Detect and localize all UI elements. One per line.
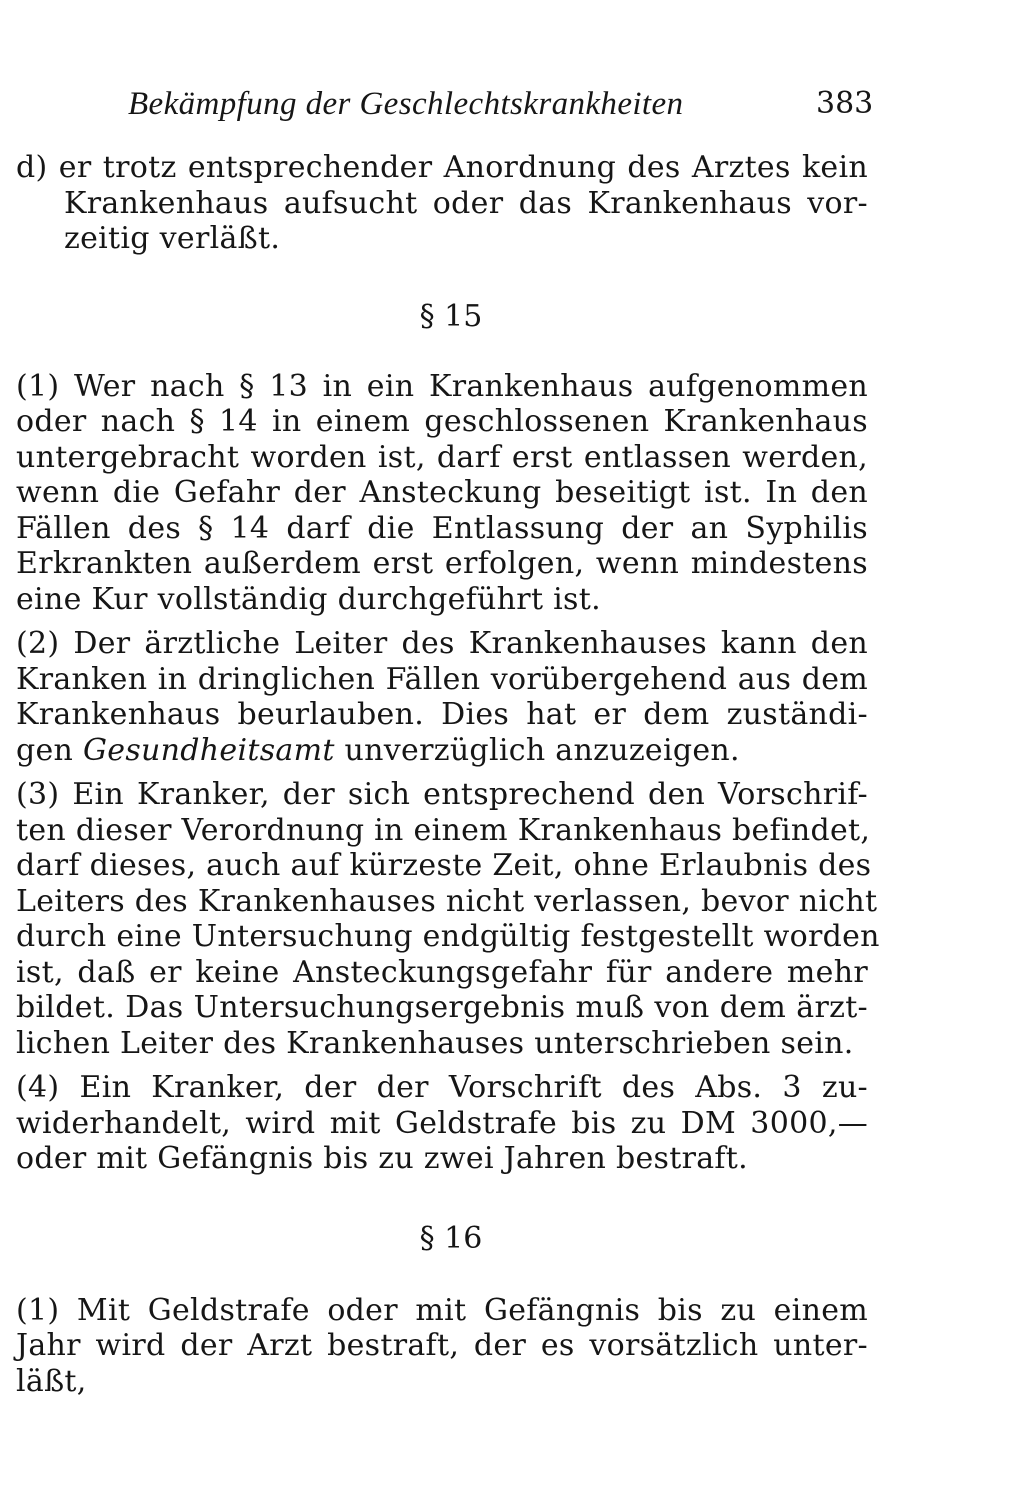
text-line: (2) Der ärztliche Leiter des Krankenhauses kann den (16, 626, 868, 661)
emphasized-term: Gesundheitsamt (83, 732, 335, 768)
text-line: bildet. Das Untersuchungsergebnis muß von dem ärzt- (16, 990, 868, 1025)
text-fragment: gen (16, 732, 84, 768)
text-line: Fällen des § 14 darf die Entlassung der an Syphilis (16, 510, 868, 546)
section-15-paragraph-2 (16, 626, 868, 768)
text-line: Kranken in dringlichen Fällen vorübergehend aus dem (16, 661, 868, 697)
page-header (0, 86, 1024, 130)
text-line: oder nach § 14 in einem geschlossenen Krankenhaus (16, 404, 868, 439)
text-line: wenn die Gefahr der Ansteckung beseitigt ist. In den (16, 475, 868, 510)
text-line: (4) Ein Kranker, der der Vorschrift des Abs. 3 zu- (16, 1070, 868, 1105)
section-16-heading: § 16 (419, 1220, 483, 1256)
section-15-heading: § 15 (419, 298, 483, 334)
text-line: untergebracht worden ist, darf erst entlassen werden, (16, 439, 868, 475)
body-text (16, 150, 880, 1399)
text-fragment: unverzüglich anzuzeigen. (334, 732, 740, 768)
text-line: Leiters des Krankenhauses nicht verlassen, bevor nicht (16, 883, 878, 919)
text-line: Krankenhaus beurlauben. Dies hat er dem zuständi- (16, 697, 868, 732)
text-line: eine Kur vollständig durchgeführt ist. (16, 581, 601, 617)
text-line: Jahr wird der Arzt bestraft, der es vorsätzlich unter- (16, 1328, 868, 1363)
text-line: zeitig verläßt. (64, 221, 281, 256)
running-head: Bekämpfung der Geschlechtskrankheiten (128, 86, 684, 122)
text-line: Krankenhaus aufsucht oder das Krankenhaus vor- (64, 185, 868, 221)
text-line: oder mit Gefängnis bis zu zwei Jahren bestraft. (16, 1141, 748, 1176)
text-line: lichen Leiter des Krankenhauses unterschrieben sein. (16, 1025, 854, 1061)
text-line: d) er trotz entsprechender Anordnung des Arztes kein (16, 150, 868, 185)
text-line: läßt, (16, 1363, 87, 1399)
text-line (16, 733, 868, 769)
text-line: widerhandelt, wird mit Geldstrafe bis zu DM 3000,— (16, 1105, 868, 1141)
text-line: (3) Ein Kranker, der sich entsprechend den Vorschrif- (16, 777, 868, 812)
continuation-item-d (16, 150, 868, 257)
text-line: (1) Wer nach § 13 in ein Krankenhaus aufgenommen (16, 368, 868, 404)
section-16-paragraph-1 (16, 1293, 868, 1400)
text-line: Erkrankten außerdem erst erfolgen, wenn mindestens (16, 546, 868, 581)
text-line: ist, daß er keine Ansteckungsgefahr für andere mehr (16, 954, 868, 990)
section-15-paragraph-3 (16, 777, 880, 1061)
text-line: (1) Mit Geldstrafe oder mit Gefängnis bis zu einem (16, 1292, 868, 1328)
text-line: darf dieses, auch auf kürzeste Zeit, ohne Erlaubnis des (16, 848, 872, 883)
text-line: ten dieser Verordnung in einem Krankenhaus befindet, (16, 812, 871, 848)
section-15-paragraph-1 (16, 369, 868, 618)
text-line: durch eine Untersuchung endgültig festgestellt worden (16, 919, 880, 954)
section-15-paragraph-4 (16, 1070, 868, 1177)
page-number: 383 (816, 86, 874, 121)
